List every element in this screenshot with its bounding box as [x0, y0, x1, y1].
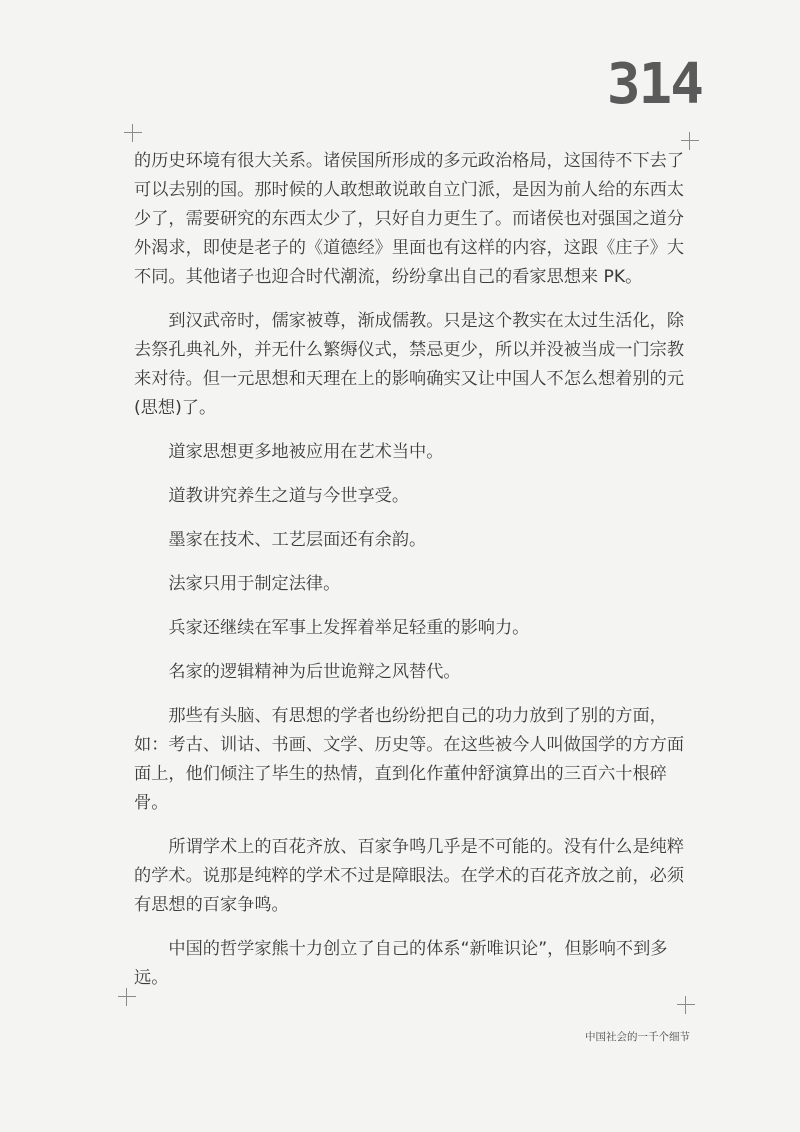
page-number: 314 — [606, 52, 702, 117]
paragraph: 到汉武帝时，儒家被尊，渐成儒教。只是这个教实在太过生活化，除去祭孔典礼外，并无什么繁缛仪式，禁忌更少，所以并没被当成一门宗教来对待。但一元思想和天理在上的影响确实又让中国人不怎么想着别的元(思想)了。 — [134, 311, 685, 418]
paragraph: 那些有头脑、有思想的学者也纷纷把自己的功力放到了别的方面，如：考古、训诂、书画、文学、历史等。在这些被今人叫做国学的方方面面上，他们倾注了毕生的热情，直到化作董仲舒演算出的三百六十根碎骨。 — [134, 706, 685, 813]
paragraph: 道家思想更多地被应用在艺术当中。 — [168, 442, 444, 462]
paragraph: 所谓学术上的百花齐放、百家争鸣几乎是不可能的。没有什么是纯粹的学术。说那是纯粹的学术不过是障眼法。在学术的百花齐放之前，必须有思想的百家争鸣。 — [134, 837, 685, 915]
body-text — [134, 147, 692, 1008]
paragraph: 中国的哲学家熊十力创立了自己的体系“新唯识论”，但影响不到多远。 — [134, 939, 668, 988]
crop-mark-top-left — [124, 124, 142, 142]
paragraph: 兵家还继续在军事上发挥着举足轻重的影响力。 — [168, 618, 530, 638]
running-footer: 中国社会的一千个细节 — [585, 1031, 690, 1043]
paragraph: 道教讲究养生之道与今世享受。 — [168, 486, 410, 506]
paragraph: 墨家在技术、工艺层面还有余韵。 — [168, 530, 427, 550]
paragraph: 法家只用于制定法律。 — [168, 574, 341, 594]
paragraph: 名家的逻辑精神为后世诡辩之风替代。 — [168, 662, 461, 682]
paragraph: 的历史环境有很大关系。诸侯国所形成的多元政治格局，这国待不下去了可以去别的国。那时候的人敢想敢说敢自立门派，是因为前人给的东西太少了，需要研究的东西太少了，只好自力更生了。而诸侯也对强国之道分外渴求，即使是老子的《道德经》里面也有这样的内容，这跟《庄子》大不同。其他诸子也迎合时代潮流，纷纷拿出自己的看家思想来 PK。 — [134, 151, 685, 287]
